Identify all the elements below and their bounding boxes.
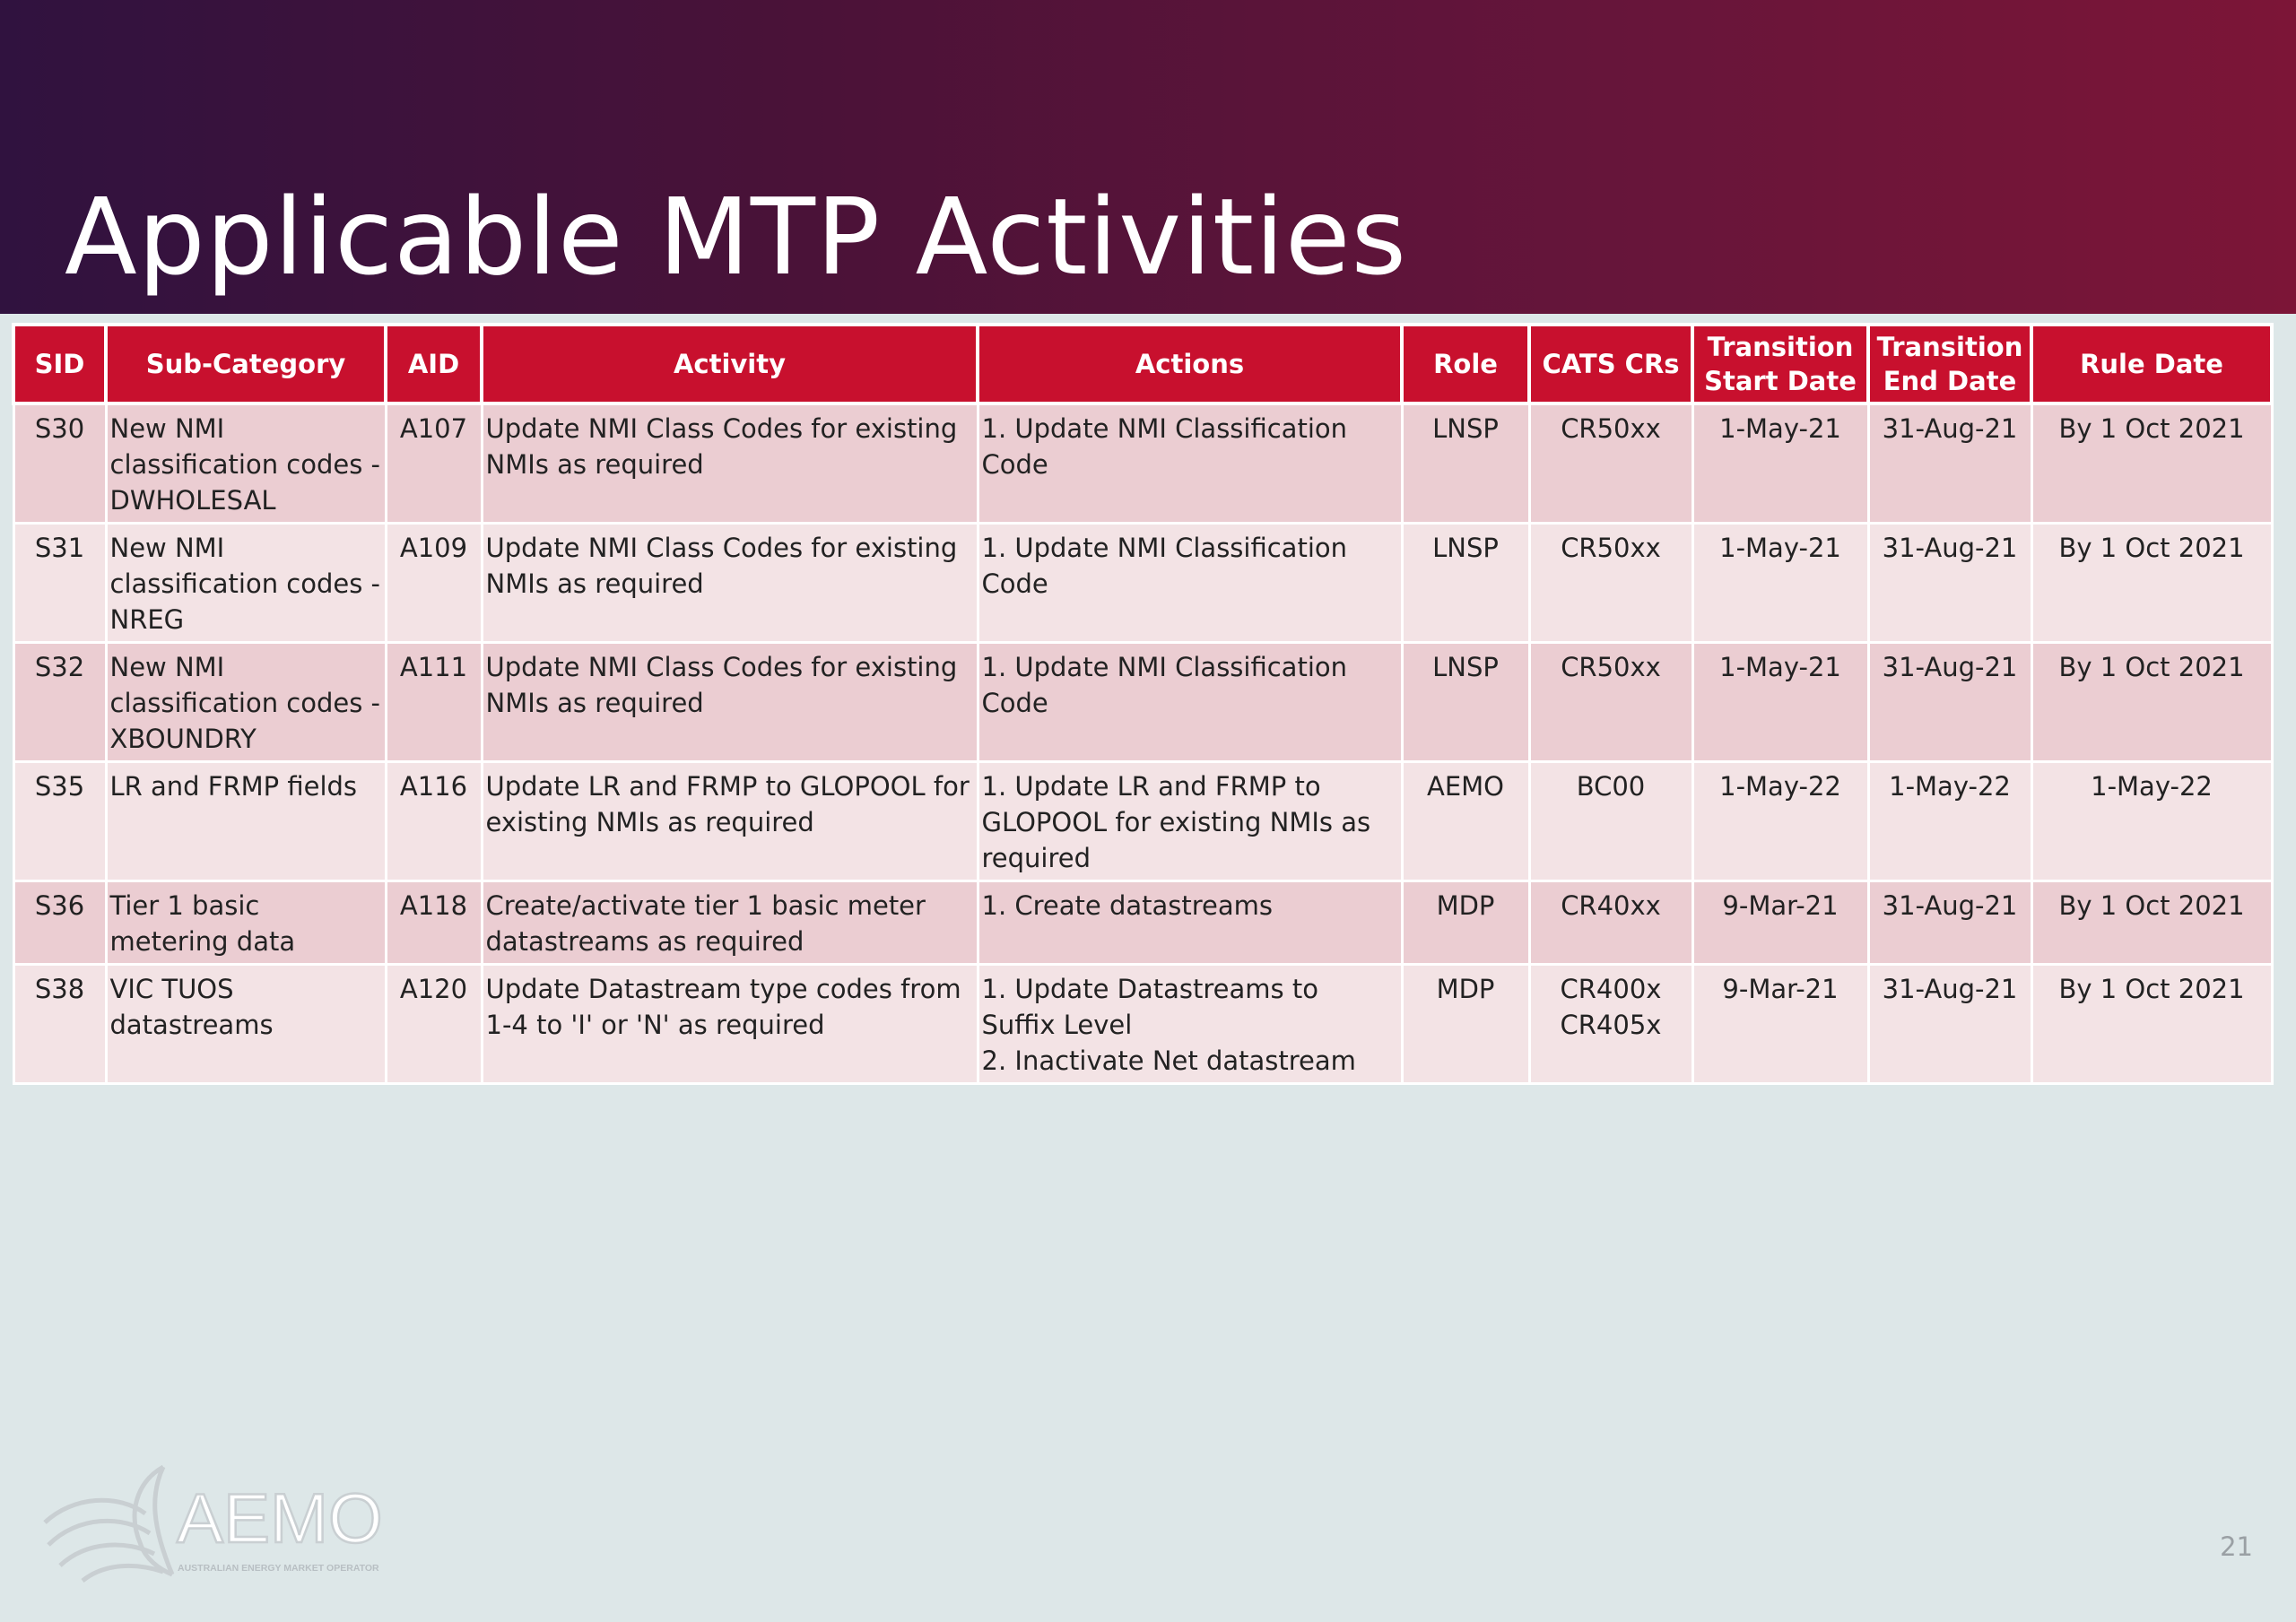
header-cats-crs: CATS CRs: [1529, 325, 1692, 403]
slide-title: Applicable MTP Activities: [65, 175, 1407, 299]
cell-transition-start-date: 9-Mar-21: [1692, 881, 1868, 965]
cell-transition-start-date: 9-Mar-21: [1692, 965, 1868, 1084]
header-transition-start-date: Transition Start Date: [1692, 325, 1868, 403]
header-aid: AID: [386, 325, 482, 403]
cell-sid: S35: [13, 762, 106, 881]
cell-cats-crs: CR40xx: [1529, 881, 1692, 965]
cell-actions: 1. Update NMI Classification Code: [978, 524, 1402, 643]
activities-table: [12, 323, 2274, 1085]
cell-aid: A111: [386, 643, 482, 762]
cell-activity: Update Datastream type codes from 1-4 to 'I' or 'N' as required: [482, 965, 978, 1084]
table-row: [13, 965, 2272, 1084]
table-row: [13, 762, 2272, 881]
cell-role: MDP: [1402, 881, 1529, 965]
cell-cats-crs: CR50xx: [1529, 643, 1692, 762]
cell-role: MDP: [1402, 965, 1529, 1084]
cell-sub-category: New NMI classification codes - NREG: [106, 524, 386, 643]
cell-sid: S38: [13, 965, 106, 1084]
cell-transition-start-date: 1-May-22: [1692, 762, 1868, 881]
cell-transition-end-date: 1-May-22: [1868, 762, 2031, 881]
cell-sid: S30: [13, 403, 106, 524]
cell-transition-start-date: 1-May-21: [1692, 524, 1868, 643]
cell-sub-category: Tier 1 basic metering data: [106, 881, 386, 965]
cell-sid: S31: [13, 524, 106, 643]
cell-aid: A116: [386, 762, 482, 881]
aemo-logo: [38, 1460, 387, 1585]
cell-sid: S36: [13, 881, 106, 965]
header-sid: SID: [13, 325, 106, 403]
header-actions: Actions: [978, 325, 1402, 403]
header-sub-category: Sub-Category: [106, 325, 386, 403]
aemo-logo-wordmark: AEMO: [177, 1479, 383, 1557]
activities-table-container: [12, 323, 2270, 1085]
cell-activity: Update NMI Class Codes for existing NMIs as required: [482, 403, 978, 524]
cell-role: AEMO: [1402, 762, 1529, 881]
cell-sub-category: New NMI classification codes - DWHOLESAL: [106, 403, 386, 524]
cell-transition-end-date: 31-Aug-21: [1868, 643, 2031, 762]
cell-aid: A118: [386, 881, 482, 965]
table-row: [13, 643, 2272, 762]
table-row: [13, 524, 2272, 643]
aemo-bird-icon: [45, 1467, 172, 1581]
cell-activity: Create/activate tier 1 basic meter datastreams as required: [482, 881, 978, 965]
cell-activity: Update NMI Class Codes for existing NMIs as required: [482, 643, 978, 762]
cell-rule-date: By 1 Oct 2021: [2031, 965, 2272, 1084]
cell-rule-date: By 1 Oct 2021: [2031, 881, 2272, 965]
cell-actions: 1. Update Datastreams to Suffix Level 2. Inactivate Net datastream: [978, 965, 1402, 1084]
cell-transition-end-date: 31-Aug-21: [1868, 524, 2031, 643]
cell-transition-end-date: 31-Aug-21: [1868, 403, 2031, 524]
cell-rule-date: By 1 Oct 2021: [2031, 643, 2272, 762]
cell-cats-crs: CR50xx: [1529, 403, 1692, 524]
cell-actions: 1. Update NMI Classification Code: [978, 643, 1402, 762]
header-activity: Activity: [482, 325, 978, 403]
cell-rule-date: 1-May-22: [2031, 762, 2272, 881]
header-transition-end-date: Transition End Date: [1868, 325, 2031, 403]
aemo-logo-tagline: AUSTRALIAN ENERGY MARKET OPERATOR: [178, 1563, 379, 1574]
cell-cats-crs: CR400x CR405x: [1529, 965, 1692, 1084]
header-rule-date: Rule Date: [2031, 325, 2272, 403]
cell-rule-date: By 1 Oct 2021: [2031, 524, 2272, 643]
slide-header: [0, 0, 2296, 314]
table-row: [13, 881, 2272, 965]
cell-role: LNSP: [1402, 403, 1529, 524]
cell-transition-start-date: 1-May-21: [1692, 403, 1868, 524]
cell-actions: 1. Update NMI Classification Code: [978, 403, 1402, 524]
cell-aid: A107: [386, 403, 482, 524]
cell-actions: 1. Update LR and FRMP to GLOPOOL for existing NMIs as required: [978, 762, 1402, 881]
table-row: [13, 403, 2272, 524]
page-number: 21: [2220, 1531, 2253, 1562]
cell-transition-start-date: 1-May-21: [1692, 643, 1868, 762]
cell-rule-date: By 1 Oct 2021: [2031, 403, 2272, 524]
cell-sub-category: VIC TUOS datastreams: [106, 965, 386, 1084]
table-body: [13, 403, 2272, 1084]
cell-activity: Update NMI Class Codes for existing NMIs as required: [482, 524, 978, 643]
cell-sub-category: New NMI classification codes - XBOUNDRY: [106, 643, 386, 762]
cell-sub-category: LR and FRMP fields: [106, 762, 386, 881]
cell-activity: Update LR and FRMP to GLOPOOL for existing NMIs as required: [482, 762, 978, 881]
cell-actions: 1. Create datastreams: [978, 881, 1402, 965]
cell-sid: S32: [13, 643, 106, 762]
cell-cats-crs: CR50xx: [1529, 524, 1692, 643]
cell-aid: A120: [386, 965, 482, 1084]
cell-aid: A109: [386, 524, 482, 643]
cell-transition-end-date: 31-Aug-21: [1868, 965, 2031, 1084]
cell-transition-end-date: 31-Aug-21: [1868, 881, 2031, 965]
cell-role: LNSP: [1402, 643, 1529, 762]
cell-cats-crs: BC00: [1529, 762, 1692, 881]
cell-role: LNSP: [1402, 524, 1529, 643]
header-role: Role: [1402, 325, 1529, 403]
table-header-row: [13, 325, 2272, 403]
